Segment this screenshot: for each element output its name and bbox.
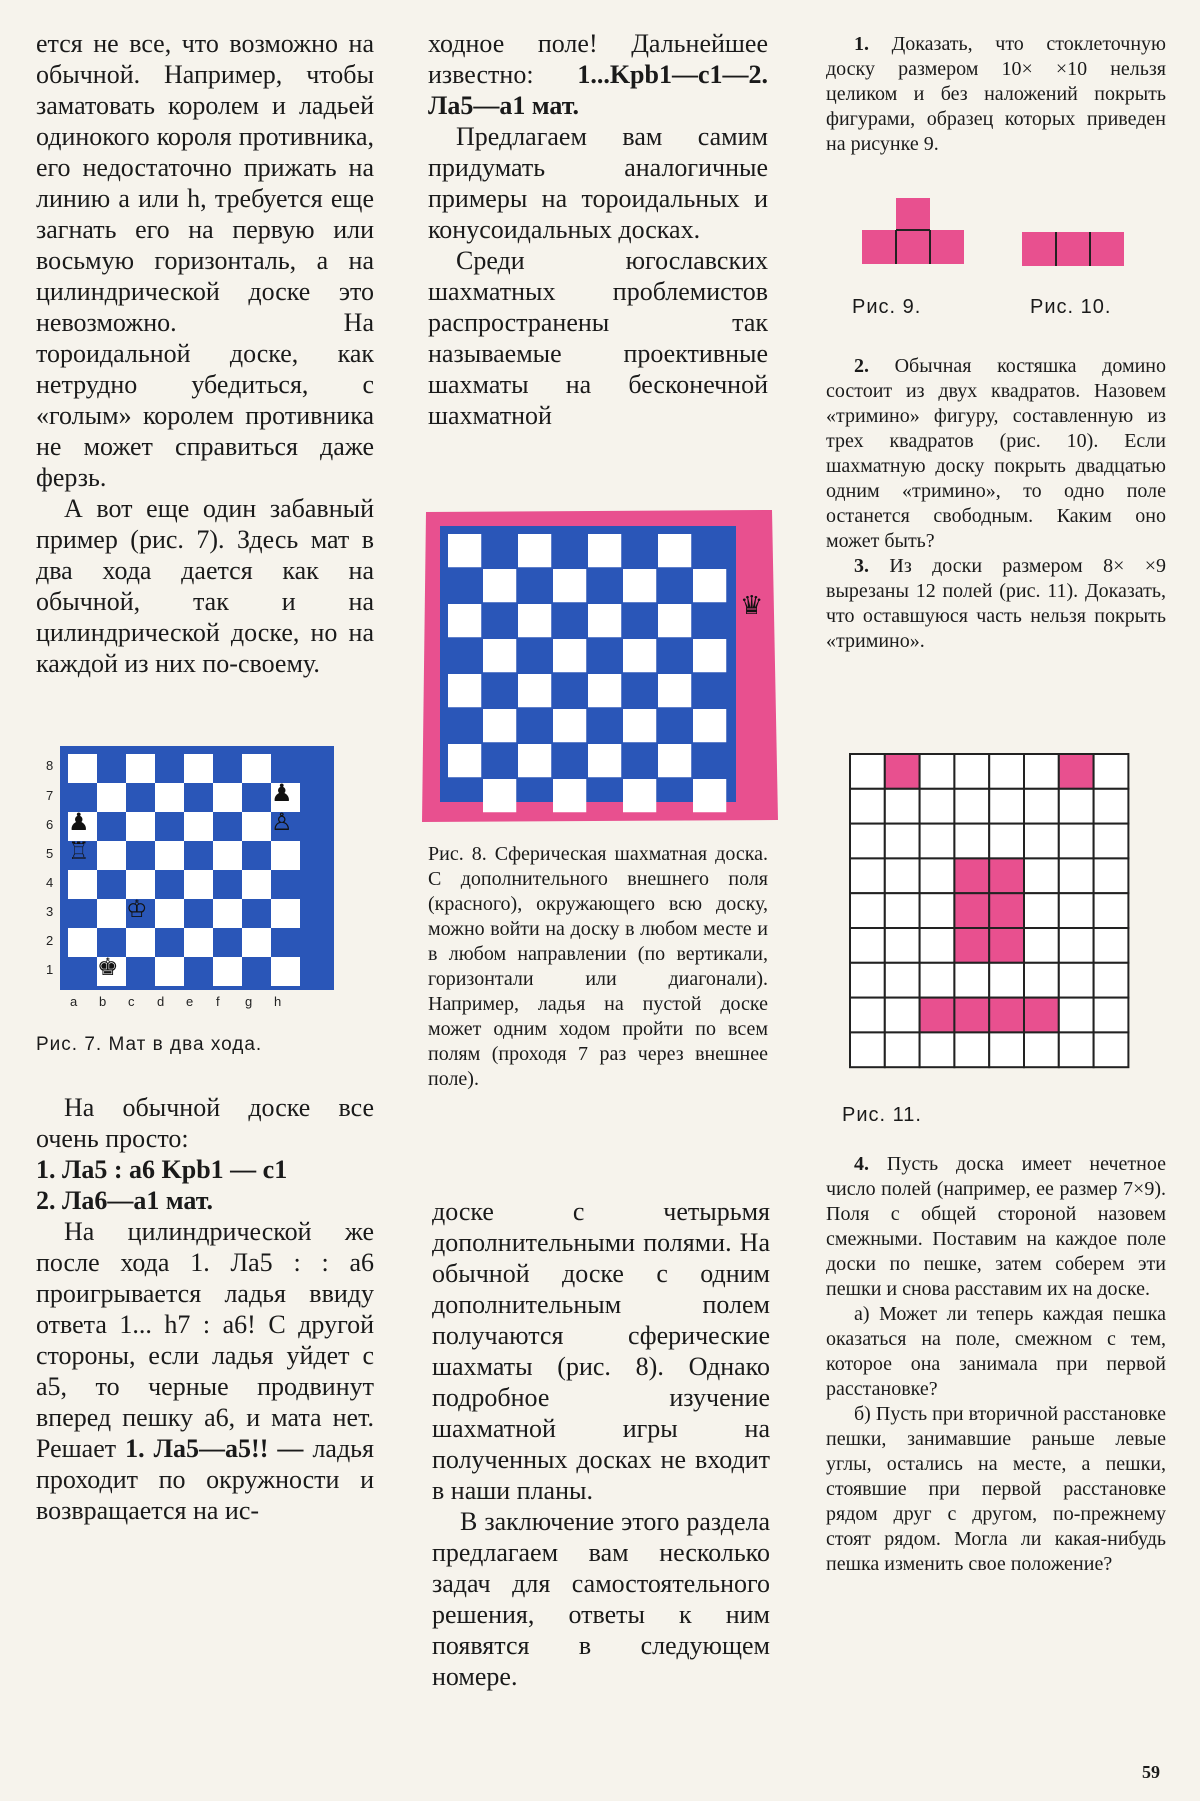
rank-label: 3 [46,904,54,919]
board-square-light [658,534,691,567]
board-square-light [184,812,213,841]
board-square-light [588,534,621,567]
file-label: b [99,994,107,1009]
grid-cell [1059,789,1094,824]
board-square-light [483,639,516,672]
black-pawn-h7: ♟ [271,779,293,807]
grid-cell [989,1032,1024,1067]
board-square-light [693,709,726,742]
grid-cell [1059,928,1094,963]
board-square-light [213,783,242,812]
board-square-light [97,841,126,870]
grid-cell [1024,928,1059,963]
grid-cell [1094,858,1129,893]
grid-cell [885,928,920,963]
grid-cell [885,963,920,998]
file-label: f [216,994,220,1009]
grid-cell [885,998,920,1033]
board-square-light [693,639,726,672]
col2-paragraph-5: В заключение этого раздела предлагаем вам несколько задач для самостоятельного решения, ответы к ним появятся в следующем номере. [432,1507,770,1691]
col1-paragraph-3: На обычной доске все очень просто: [36,1093,374,1153]
board-square-light [155,899,184,928]
task-1-number: 1. [854,33,869,55]
grid-cell [850,893,885,928]
file-label: d [157,994,165,1009]
grid-cell [1094,754,1129,789]
col1-move-1: 1. Ла5 : а6 Kpb1 — c1 [36,1155,288,1184]
board-square-light [97,899,126,928]
column-3 [826,32,1166,157]
board-square-light [448,674,481,707]
rank-label: 4 [46,875,54,890]
grid-cell [989,789,1024,824]
grid-cell [954,754,989,789]
grid-cell [850,789,885,824]
board-square-light [184,928,213,957]
grid-cell [954,789,989,824]
task-3-number: 3. [854,555,869,577]
board-square-light [553,569,586,602]
column-1 [36,28,374,679]
grid-cell [1024,858,1059,893]
grid-cell-removed [954,893,989,928]
grid-cell-removed [989,928,1024,963]
rank-label: 2 [46,933,54,948]
board-square-light [271,957,300,986]
board-square-light [242,870,271,899]
grid-cell-removed [989,858,1024,893]
grid-cell [1059,963,1094,998]
fig9-t-piece [860,196,970,276]
board-square-light [658,604,691,637]
board-square-light [213,957,242,986]
grid-cell-removed [989,998,1024,1033]
fig8-caption: Рис. 8. Сферическая шахматная доска. С дополнительного внешнего поля (красного), окружающего всю доску, можно войти на доску в любом месте и в любом направлении (по вертикали, горизонтали или диагонали). Например, ладья на пустой доске может одним ходом пройти по всем полям (проходя 7 раз через внешнее поле). [428,843,768,1090]
task-4a: а) Может ли теперь каждая пешка оказаться на поле, смежном с тем, которое она занимала при первой расстановке? [826,1303,1166,1400]
board-square-light [693,569,726,602]
fig10-label: Рис. 10. [1030,296,1112,318]
board-square-light [68,928,97,957]
col2-paragraph-4: доске с четырьмя дополнительными полями. На обычной доске с одним дополнительным полем получаются сферические шахматы (рис. 8). Однако подробное изучение шахматной игры на полученных досках не входит в наши планы. [432,1197,770,1505]
board-square-light [242,812,271,841]
rank-label: 5 [46,846,54,861]
board-square-light [155,841,184,870]
board-square-light [184,870,213,899]
col1-paragraph-2: А вот еще один забавный пример (рис. 7). Здесь мат в два хода дается как на обычной, так и на цилиндрической доске, но на каждой из них по-своему. [36,494,374,678]
grid-cell [920,963,955,998]
grid-cell [850,824,885,859]
task-4 [826,1152,1166,1302]
grid-cell-removed [989,893,1024,928]
grid-cell [885,858,920,893]
board-square-light [242,754,271,783]
grid-cell [920,754,955,789]
grid-cell [1059,858,1094,893]
grid-cell-removed [920,998,955,1033]
grid-cell [1094,1032,1129,1067]
board-square-light [588,744,621,777]
board-square-light [155,783,184,812]
grid-cell-removed [954,928,989,963]
grid-cell [989,963,1024,998]
board-square-light [68,754,97,783]
grid-cell [954,824,989,859]
fig11-grid [848,752,1134,1074]
grid-cell [1059,824,1094,859]
column-1-lower [36,1092,374,1526]
file-label: h [274,994,282,1009]
col2-paragraph-1 [428,28,768,121]
task-2-text: Обычная костяшка домино состоит из двух квадратов. Назовем «тримино» фигуру, составленную из трех квадратов (рис. 10). Если шахматную доску покрыть двадцатью одним «тримино», то одно поле останется свободным. Каким оно может быть? [826,355,1167,552]
grid-cell [989,754,1024,789]
fig7-file-labels [70,994,281,1009]
board-square-light [658,674,691,707]
page-number: 59 [1142,1762,1160,1782]
grid-cell-removed [885,754,920,789]
grid-cell-removed [1024,998,1059,1033]
board-square-light [213,841,242,870]
grid-cell [885,1032,920,1067]
grid-cell [850,998,885,1033]
task-4-number: 4. [854,1153,869,1175]
board-square-light [518,744,551,777]
rank-label: 7 [46,788,54,803]
white-pawn-h6: ♙ [271,808,293,836]
grid-cell [850,963,885,998]
grid-cell [920,858,955,893]
col2-p1-moves: 1...Kpb1—c1—2. Ла5—а1 мат. [428,60,768,120]
grid-cell-removed [954,858,989,893]
board-square-light [126,812,155,841]
white-king-c3: ♔ [126,895,148,923]
grid-cell [885,893,920,928]
board-square-light [483,709,516,742]
board-square-light [155,957,184,986]
file-label: g [245,994,253,1009]
board-square-light [623,709,656,742]
grid-cell [850,754,885,789]
rank-label: 6 [46,817,54,832]
board-square-light [518,534,551,567]
col1-move-2: 2. Ла6—а1 мат. [36,1186,214,1215]
task-3 [826,554,1166,654]
grid-cell [920,1032,955,1067]
col2-p1-text: ходное поле! Дальнейшее известно: [428,29,768,89]
grid-cell [1094,998,1129,1033]
board-square-light [553,709,586,742]
fig7-rank-labels [46,758,53,977]
grid-cell [920,928,955,963]
board-square-light [213,899,242,928]
board-square-light [518,604,551,637]
task-1 [826,32,1166,157]
fig7-chessboard [36,740,346,1010]
board-square-light [588,674,621,707]
grid-cell [1059,1032,1094,1067]
col1-p4-move: 1. Ла5—а5!! — [125,1434,304,1463]
fig11-cells [850,754,1128,1067]
grid-cell [1094,789,1129,824]
col2-paragraph-2: Предлагаем вам самим придумать аналогичные примеры на тороидальных и конусоидальных досках. [428,122,768,244]
board-square-light [623,569,656,602]
col2-paragraph-3: Среди югославских шахматных проблемистов распространены так называемые проективные шахматы на бесконечной шахматной [428,246,768,430]
board-square-light [448,744,481,777]
task-3-text: Из доски размером 8× ×9 вырезаны 12 полей (рис. 11). Доказать, что оставшуюся часть нельзя покрыть «тримино». [826,555,1167,652]
col1-p4-text: На цилиндрической же после хода 1. Ла5 : : а6 проигрывается ладья ввиду ответа 1... h7 : а6! С другой стороны, если ладья уйдет с а5, то черные продвинут вперед пешку а6, и мата нет. Решает [36,1217,374,1463]
grid-cell-removed [1059,754,1094,789]
grid-cell [885,824,920,859]
board-square-light [588,604,621,637]
board-square-light [126,928,155,957]
grid-cell [1094,824,1129,859]
grid-cell [1094,928,1129,963]
task-2 [826,354,1166,554]
file-label: c [128,994,135,1009]
rank-label: 1 [46,962,54,977]
grid-cell [1024,754,1059,789]
board-square-light [448,534,481,567]
grid-cell [920,893,955,928]
grid-cell [954,1032,989,1067]
board-square-light [483,779,516,812]
board-square-light [242,928,271,957]
white-rook-a5: ♖ [68,837,90,865]
fig10-tromino [1020,230,1130,274]
grid-cell [989,824,1024,859]
grid-cell [885,789,920,824]
grid-cell-removed [954,998,989,1033]
grid-cell [1024,824,1059,859]
black-pawn-a6: ♟ [68,808,90,836]
column-3-tasks [826,354,1166,654]
grid-cell [954,963,989,998]
rank-label: 8 [46,758,54,773]
board-square-light [483,569,516,602]
board-square-light [553,639,586,672]
col1-paragraph-1: ется не все, что возможно на обычной. Например, чтобы заматовать королем и ладьей одинокого короля противника, его недостаточно прижать на линию а или h, требуется еще загнать его на первую или восьмую горизонталь, а на цилиндрической доске это невозможно. На тороидальной доске, как нетрудно убедиться, с «голым» королем противника не может справиться даже ферзь. [36,29,374,492]
grid-cell [850,928,885,963]
board-square-light [271,899,300,928]
board-square-light [97,783,126,812]
grid-cell [1094,963,1129,998]
col1-paragraph-4 [36,1216,374,1526]
grid-cell [1059,893,1094,928]
black-king-b1: ♚ [97,953,119,981]
board-square-light [553,779,586,812]
file-label: e [186,994,194,1009]
fig8-black-queen: ♛ [740,591,764,621]
grid-cell [920,824,955,859]
board-square-light [126,754,155,783]
grid-cell [1024,963,1059,998]
grid-cell [850,858,885,893]
column-2 [428,28,768,431]
board-square-light [623,779,656,812]
col1-p4-end: ладья проходит по окружности и возвращается на ис- [36,1434,374,1525]
board-square-light [518,674,551,707]
grid-cell [1024,1032,1059,1067]
board-square-light [623,639,656,672]
board-square-light [448,604,481,637]
board-square-light [693,779,726,812]
column-3-task4 [826,1152,1166,1577]
task-2-number: 2. [854,355,869,377]
grid-cell [1059,998,1094,1033]
fig11-label: Рис. 11. [842,1104,922,1126]
task-1-text: Доказать, что стоклеточную доску размером 10× ×10 нельзя целиком и без наложений покрыть фигурами, образец которых приведен на рисунке 9. [826,33,1166,155]
fig9-label: Рис. 9. [852,296,922,318]
column-2-lower [432,1196,770,1692]
fig7-caption: Рис. 7. Мат в два хода. [36,1034,263,1055]
grid-cell [850,1032,885,1067]
task-4b: б) Пусть при вторичной расстановке пешки, занимавшие раньше левые углы, остались на месте, а пешки, стоявшие при первой расстановке рядом друг с другом, по-прежнему стоят рядом. Могла ли какая-нибудь пешка изменить свое положение? [826,1403,1166,1575]
fig8-spherical-board [418,508,780,824]
board-square-light [271,841,300,870]
file-label: a [70,994,78,1009]
grid-cell [920,789,955,824]
grid-cell [1024,893,1059,928]
board-square-light [658,744,691,777]
board-square-light [68,870,97,899]
grid-cell [1024,789,1059,824]
board-square-light [184,754,213,783]
grid-cell [1094,893,1129,928]
task-4-text: Пусть доска имеет нечетное число полей (например, ее размер 7×9). Поля с общей стороной назовем смежными. Поставим на каждое поле доски по пешке, затем соберем эти пешки и снова расставим их на доске. [826,1153,1166,1300]
